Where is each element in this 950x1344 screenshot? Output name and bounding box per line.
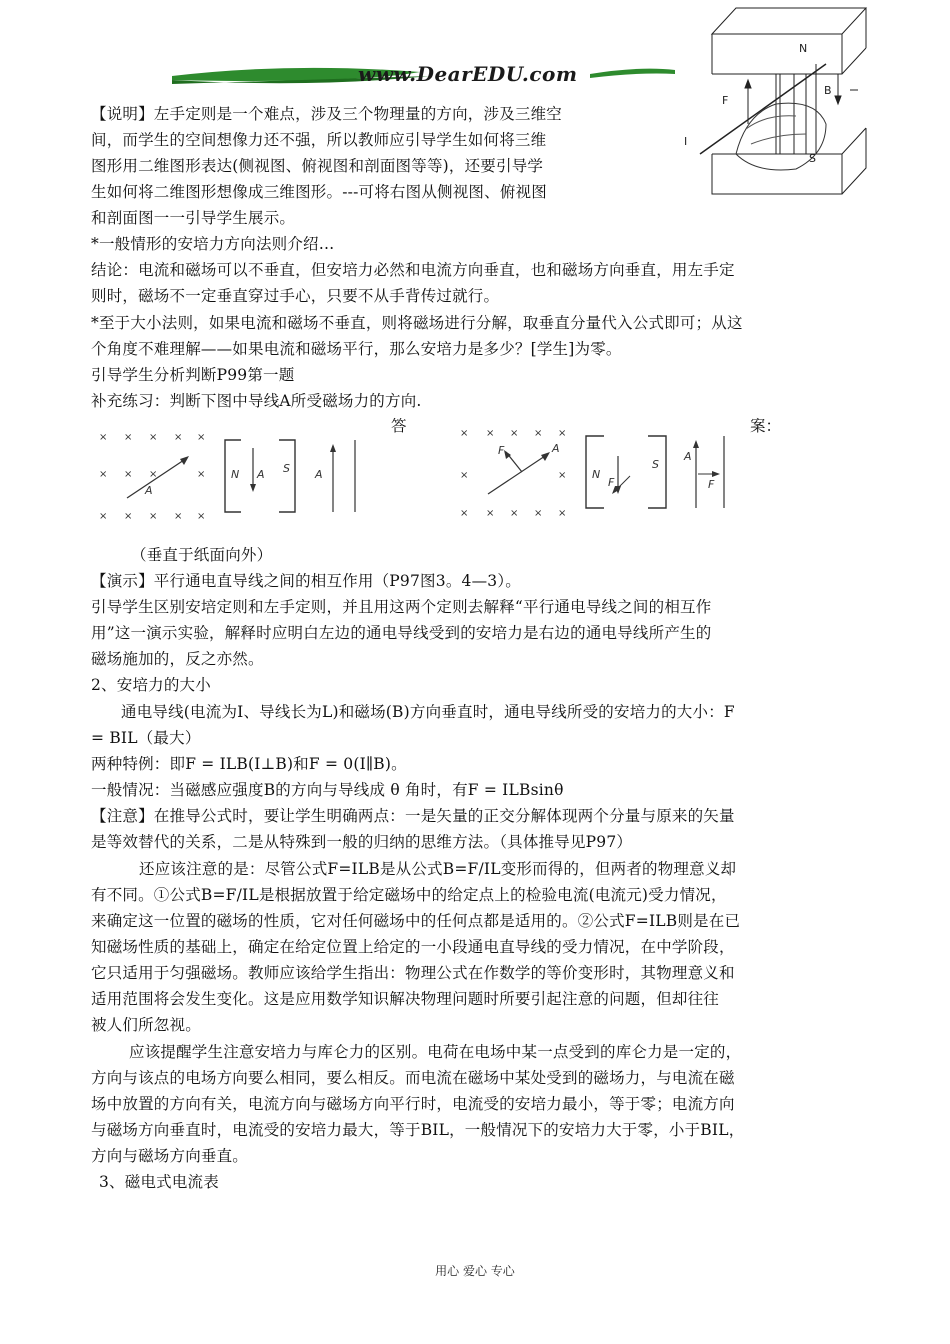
text-line: *一般情形的安培力方向法则介绍… bbox=[91, 235, 335, 253]
svg-text:×: × bbox=[510, 428, 519, 439]
svg-text:×: × bbox=[534, 428, 543, 439]
svg-text:A: A bbox=[684, 450, 692, 463]
label-i: I bbox=[684, 135, 688, 148]
page-footer: 用心 爱心 专心 bbox=[435, 1264, 515, 1278]
text-line: 则时，磁场不一定垂直穿过手心，只要不从手背传过就行。 bbox=[91, 287, 500, 305]
svg-text:×: × bbox=[534, 508, 543, 519]
exercise-figure-question bbox=[93, 420, 368, 525]
text-line: 一般情况：当磁感应强度B的方向与导线成 θ 角时，有F = ILBsinθ bbox=[91, 781, 564, 799]
text-line: 适用范围将会发生变化。这是应用数学知识解决物理问题时所要引起注意的问题，但却往往 bbox=[91, 990, 720, 1008]
text-line: （垂直于纸面向外） bbox=[131, 546, 273, 564]
svg-text:×: × bbox=[174, 432, 183, 443]
svg-text:F: F bbox=[708, 478, 715, 491]
text-line: 引导学生分析判断P99第一题 bbox=[91, 366, 295, 384]
text-line: 被人们所忽视。 bbox=[91, 1016, 201, 1034]
label-n: N bbox=[799, 42, 808, 55]
text-line: 【演示】平行通电直导线之间的相互作用（P97图3。4—3）。 bbox=[91, 572, 521, 590]
text-line: 方向与磁场方向垂直。 bbox=[91, 1147, 249, 1165]
text-line: 有不同。①公式B=F/IL是根据放置于给定磁场中的给定点上的检验电流(电流元)受力情况， bbox=[91, 886, 727, 904]
svg-text:×: × bbox=[99, 469, 108, 480]
svg-text:×: × bbox=[460, 470, 469, 481]
svg-text:S: S bbox=[283, 462, 290, 475]
svg-text:F: F bbox=[608, 476, 615, 489]
text-line: 方向与该点的电场方向要么相同，要么相反。而电流在磁场中某处受到的磁场力，与电流在磁 bbox=[91, 1069, 735, 1087]
svg-text:A: A bbox=[552, 442, 560, 455]
svg-text:×: × bbox=[149, 432, 158, 443]
text-line: 应该提醒学生注意安培力与库仑力的区别。电荷在电场中某一点受到的库仑力是一定的， bbox=[129, 1043, 742, 1061]
svg-text:×: × bbox=[124, 469, 133, 480]
logo-text: www.DearEDU.com bbox=[358, 62, 578, 86]
text-line: 通电导线(电流为I、导线长为L)和磁场(B)方向垂直时，通电导线所受的安培力的大小：F bbox=[121, 703, 735, 721]
svg-text:×: × bbox=[197, 511, 206, 522]
text-line: 图形用二维图形表达(侧视图、俯视图和剖面图等等)，还要引导学 bbox=[91, 157, 544, 175]
text-line: *至于大小法则，如果电流和磁场不垂直，则将磁场进行分解，取垂直分量代入公式即可；从这 bbox=[91, 314, 743, 332]
text-line: 用”这一演示实验，解释时应明白左边的通电导线受到的安培力是右边的通电导线所产生的 bbox=[91, 624, 712, 642]
left-hand-rule-figure bbox=[676, 4, 876, 209]
svg-text:×: × bbox=[558, 428, 567, 439]
svg-text:×: × bbox=[460, 508, 469, 519]
answer-label-right: 案： bbox=[750, 417, 782, 435]
svg-text:×: × bbox=[197, 469, 206, 480]
text-line: 磁场施加的，反之亦然。 bbox=[91, 650, 264, 668]
text-line: 【说明】左手定则是一个难点，涉及三个物理量的方向，涉及三维空 bbox=[91, 105, 563, 123]
text-line: 间，而学生的空间想像力还不强，所以教师应引导学生如何将三维 bbox=[91, 131, 547, 149]
svg-text:N: N bbox=[231, 468, 240, 481]
text-line: 是等效替代的关系，二是从特殊到一般的归纳的思维方法。（具体推导见P97） bbox=[91, 833, 633, 851]
svg-text:×: × bbox=[558, 508, 567, 519]
label-b: B bbox=[824, 84, 832, 97]
svg-text:S: S bbox=[652, 458, 659, 471]
svg-text:×: × bbox=[124, 511, 133, 522]
label-s: S bbox=[809, 152, 816, 165]
text-line: 来确定这一位置的磁场的性质，它对任何磁场中的任何点都是适用的。②公式F=ILB则是在已 bbox=[91, 912, 741, 930]
svg-text:×: × bbox=[149, 469, 158, 480]
magnetic-field-crosses bbox=[99, 432, 205, 522]
label-f: F bbox=[722, 94, 729, 107]
exercise-figure-answer bbox=[452, 420, 734, 525]
text-line: 补充练习：判断下图中导线A所受磁场力的方向. bbox=[91, 392, 422, 410]
svg-text:×: × bbox=[124, 432, 133, 443]
text-line: 和剖面图一一引导学生展示。 bbox=[91, 209, 296, 227]
text-line: 个角度不难理解——如果电流和磁场平行，那么安培力是多少？[学生]为零。 bbox=[91, 340, 622, 358]
section-heading: 3、磁电式电流表 bbox=[99, 1173, 219, 1191]
svg-text:×: × bbox=[99, 511, 108, 522]
text-line: 两种特例：即F = ILB(I⊥B)和F = 0(I∥B)。 bbox=[91, 755, 407, 773]
text-line: 还应该注意的是：尽管公式F=ILB是从公式B=F/IL变形而得的，但两者的物理意义却 bbox=[139, 860, 737, 878]
svg-text:×: × bbox=[174, 511, 183, 522]
text-line: 它只适用于匀强磁场。教师应该给学生指出：物理公式在作数学的等价变形时，其物理意义和 bbox=[91, 964, 735, 982]
svg-text:×: × bbox=[197, 432, 206, 443]
text-line: 与磁场方向垂直时，电流受的安培力最大，等于BIL，一般情况下的安培力大于零，小于BIL， bbox=[91, 1121, 745, 1139]
svg-text:×: × bbox=[486, 428, 495, 439]
text-line: 【注意】在推导公式时，要让学生明确两点：一是矢量的正交分解体现两个分量与原来的矢量 bbox=[91, 807, 735, 825]
text-line: 引导学生区别安培定则和左手定则，并且用这两个定则去解释“平行通电导线之间的相互作 bbox=[91, 598, 712, 616]
section-heading: 2、安培力的大小 bbox=[91, 676, 211, 694]
svg-text:F: F bbox=[498, 444, 505, 457]
text-line: 结论：电流和磁场可以不垂直，但安培力必然和电流方向垂直，也和磁场方向垂直，用左手定 bbox=[91, 261, 735, 279]
svg-text:×: × bbox=[486, 508, 495, 519]
svg-text:N: N bbox=[592, 468, 601, 481]
svg-text:A: A bbox=[145, 484, 153, 497]
text-line: 知磁场性质的基础上，确定在给定位置上给定的一小段通电直导线的受力情况，在中学阶段， bbox=[91, 938, 735, 956]
svg-text:A: A bbox=[315, 468, 323, 481]
answer-label-left: 答 bbox=[391, 417, 407, 435]
text-line: = BIL（最大） bbox=[91, 729, 201, 747]
text-line: 场中放置的方向有关，电流方向与磁场方向平行时，电流受的安培力最小，等于零；电流方向 bbox=[91, 1095, 735, 1113]
magnetic-field-crosses bbox=[460, 428, 566, 519]
text-line: 生如何将二维图形想像成三维图形。---可将右图从侧视图、俯视图 bbox=[91, 183, 547, 201]
svg-text:×: × bbox=[149, 511, 158, 522]
svg-text:×: × bbox=[99, 432, 108, 443]
svg-text:×: × bbox=[460, 428, 469, 439]
svg-text:×: × bbox=[510, 508, 519, 519]
svg-text:A: A bbox=[257, 468, 265, 481]
svg-text:×: × bbox=[558, 470, 567, 481]
